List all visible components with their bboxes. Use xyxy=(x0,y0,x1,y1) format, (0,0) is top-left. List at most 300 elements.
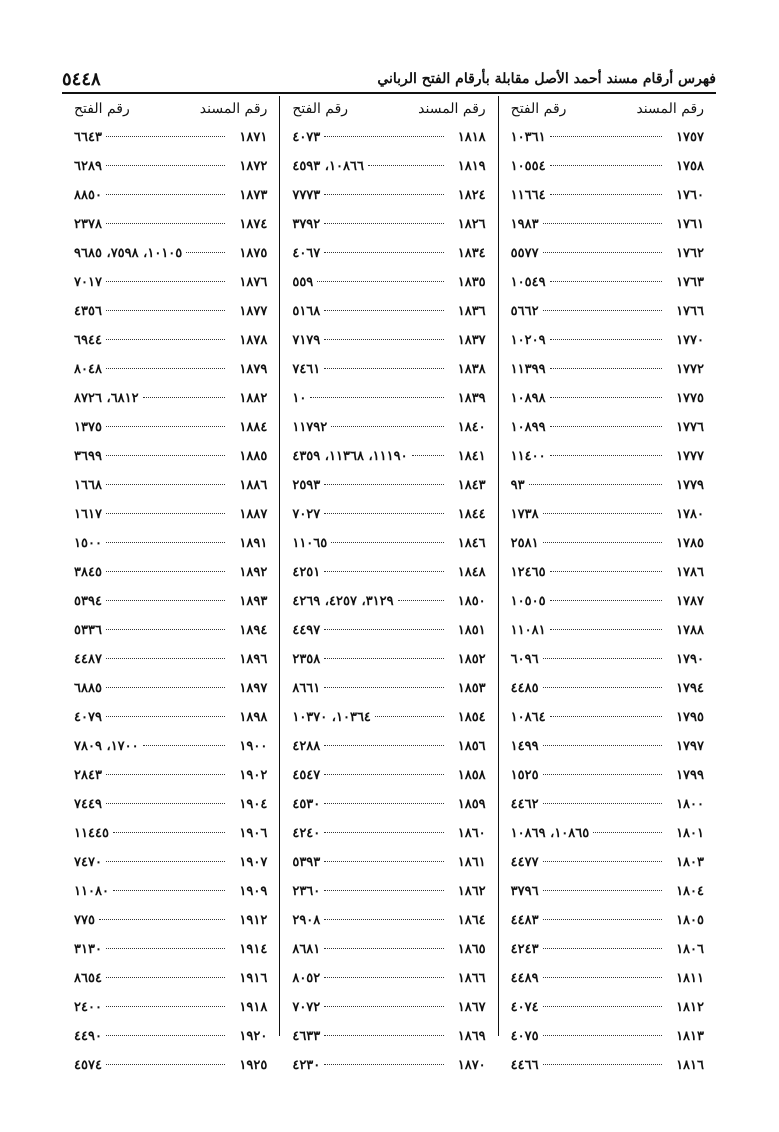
index-row xyxy=(70,449,271,478)
musnad-number: ١٨٧٣ xyxy=(239,188,268,203)
fath-number: ١٥٢٥ xyxy=(510,768,539,783)
fath-number: ٤٤٩٧ xyxy=(292,623,321,638)
index-row xyxy=(288,304,489,333)
fath-number: ٨٠٤٨ xyxy=(74,362,102,377)
fath-number: ٤٤٨٣ xyxy=(510,913,539,928)
index-row xyxy=(507,304,708,333)
musnad-number: ١٨٥٣ xyxy=(457,681,486,696)
leader-dots xyxy=(543,223,662,224)
fath-number: ٦٢٨٩ xyxy=(74,159,102,174)
fath-number: ١٠ xyxy=(292,391,307,406)
musnad-number: ١٨٤٤ xyxy=(457,507,486,522)
fath-number: ١٢٤٦٥ xyxy=(510,565,546,580)
musnad-header: رقم المسند xyxy=(636,101,704,117)
leader-dots xyxy=(106,571,225,572)
leader-dots xyxy=(529,484,662,485)
leader-dots xyxy=(106,368,225,369)
musnad-number: ١٩٠٦ xyxy=(239,826,268,841)
page-title: فهرس أرقام مسند أحمد الأصل مقابلة بأرقام الفتح الرباني xyxy=(377,71,716,87)
leader-dots xyxy=(106,687,225,688)
fath-number: ٧٤٤٩ xyxy=(74,797,102,812)
column-header xyxy=(507,96,708,122)
musnad-number: ١٩١٢ xyxy=(239,913,268,928)
fath-number: ٣٦٩٩ xyxy=(74,449,102,464)
fath-number: ٧٧٥ xyxy=(74,913,95,928)
musnad-number: ١٨٨٧ xyxy=(239,507,268,522)
leader-dots xyxy=(106,1035,225,1036)
leader-dots xyxy=(143,397,226,398)
musnad-number: ١٩٠٢ xyxy=(239,768,268,783)
musnad-number: ١٩٢٠ xyxy=(239,1029,268,1044)
leader-dots xyxy=(99,919,225,920)
fath-number: ١١٣٩٩ xyxy=(510,362,546,377)
leader-dots xyxy=(324,252,443,253)
fath-number: ٢٤٠٠ xyxy=(74,1000,102,1015)
musnad-number: ١٨٥٢ xyxy=(457,652,486,667)
musnad-number: ١٨٨٥ xyxy=(239,449,268,464)
leader-dots xyxy=(324,368,443,369)
index-row xyxy=(288,942,489,971)
leader-dots xyxy=(106,513,225,514)
index-row xyxy=(288,391,489,420)
index-row xyxy=(288,536,489,565)
leader-dots xyxy=(543,687,662,688)
leader-dots xyxy=(106,629,225,630)
index-row xyxy=(507,739,708,768)
index-row xyxy=(70,362,271,391)
fath-number: ٣١٣٠ xyxy=(74,942,102,957)
fath-number: ٢٥٨١ xyxy=(510,536,539,551)
musnad-number: ١٨٧٧ xyxy=(239,304,268,319)
leader-dots xyxy=(106,716,225,717)
musnad-number: ١٨٩٤ xyxy=(239,623,268,638)
leader-dots xyxy=(324,861,443,862)
musnad-number: ١٨٩٦ xyxy=(239,652,268,667)
leader-dots xyxy=(106,165,225,166)
musnad-number: ١٨٥١ xyxy=(457,623,486,638)
leader-dots xyxy=(106,977,225,978)
musnad-number: ١٨٥٦ xyxy=(457,739,486,754)
index-row xyxy=(288,188,489,217)
musnad-number: ١٩١٦ xyxy=(239,971,268,986)
leader-dots xyxy=(324,745,443,746)
musnad-number: ١٨٧٤ xyxy=(239,217,268,232)
musnad-number: ١٨١٣ xyxy=(676,1029,704,1044)
fath-number: ٢٣٦٠ xyxy=(292,884,321,899)
index-row xyxy=(288,884,489,913)
leader-dots xyxy=(543,658,662,659)
fath-number: ٥٣٩٤ xyxy=(74,594,102,609)
musnad-number: ١٧٧٢ xyxy=(676,362,704,377)
index-row xyxy=(70,333,271,362)
index-column-2 xyxy=(279,96,497,1073)
musnad-number: ١٧٩٤ xyxy=(676,681,704,696)
index-row xyxy=(70,391,271,420)
musnad-number: ١٨٥٩ xyxy=(457,797,486,812)
index-row xyxy=(288,478,489,507)
index-row xyxy=(70,420,271,449)
fath-number: ١٠٨٦٥، ١٠٨٦٩ xyxy=(510,826,590,841)
index-row xyxy=(507,1058,708,1087)
leader-dots xyxy=(550,281,662,282)
index-row xyxy=(507,623,708,652)
leader-dots xyxy=(543,745,662,746)
fath-number: ٩٣ xyxy=(510,478,525,493)
leader-dots xyxy=(324,629,443,630)
index-row xyxy=(70,681,271,710)
fath-number: ٥٦٦٢ xyxy=(510,304,539,319)
index-row xyxy=(70,1000,271,1029)
fath-number: ٤٢٨٨ xyxy=(292,739,321,754)
leader-dots xyxy=(331,542,443,543)
leader-dots xyxy=(550,397,662,398)
index-row xyxy=(288,333,489,362)
index-row xyxy=(507,449,708,478)
fath-number: ٨٦٥٤ xyxy=(74,971,102,986)
leader-dots xyxy=(543,1006,662,1007)
leader-dots xyxy=(543,310,662,311)
fath-number: ١١٤٠٠ xyxy=(510,449,546,464)
leader-dots xyxy=(324,571,443,572)
index-row xyxy=(288,768,489,797)
index-row xyxy=(70,217,271,246)
fath-number: ٤٣٥٦ xyxy=(74,304,102,319)
index-row xyxy=(70,855,271,884)
index-row xyxy=(70,275,271,304)
fath-number: ٥٣٣٦ xyxy=(74,623,102,638)
musnad-number: ١٧٧٧ xyxy=(676,449,704,464)
leader-dots xyxy=(186,252,225,253)
leader-dots xyxy=(106,600,225,601)
musnad-number: ١٧٨٧ xyxy=(676,594,704,609)
musnad-number: ١٨٨٤ xyxy=(239,420,268,435)
index-row xyxy=(507,1000,708,1029)
musnad-number: ١٧٨٥ xyxy=(676,536,704,551)
index-row xyxy=(507,942,708,971)
fath-number: ١٣٧٥ xyxy=(74,420,102,435)
index-row xyxy=(288,159,489,188)
index-row xyxy=(70,652,271,681)
fath-number: ١٠١٠٥، ٧٥٩٨، ٩٦٨٥ xyxy=(74,246,183,261)
musnad-number: ١٨٠٣ xyxy=(676,855,704,870)
leader-dots xyxy=(368,165,444,166)
index-row xyxy=(507,710,708,739)
musnad-number: ١٨٦٦ xyxy=(457,971,486,986)
leader-dots xyxy=(106,803,225,804)
fath-number: ٦٨١٢، ٨٧٢٦ xyxy=(74,391,139,406)
index-row xyxy=(507,478,708,507)
fath-number: ١١٠٨١ xyxy=(510,623,546,638)
musnad-number: ١٧٩٩ xyxy=(676,768,704,783)
leader-dots xyxy=(324,310,443,311)
index-row xyxy=(70,130,271,159)
musnad-number: ١٧٦٦ xyxy=(676,304,704,319)
index-row xyxy=(70,1029,271,1058)
fath-number: ٤٦٣٣ xyxy=(292,1029,321,1044)
musnad-number: ١٧٧٠ xyxy=(676,333,704,348)
musnad-number: ١٨٥٨ xyxy=(457,768,486,783)
fath-number: ٢٣٧٨ xyxy=(74,217,102,232)
leader-dots xyxy=(106,310,225,311)
index-column-1 xyxy=(498,96,716,1073)
index-row xyxy=(70,536,271,565)
fath-number: ٣٧٩٢ xyxy=(292,217,321,232)
musnad-number: ١٨٩٧ xyxy=(239,681,268,696)
musnad-number: ١٧٥٧ xyxy=(676,130,704,145)
leader-dots xyxy=(375,716,444,717)
fath-number: ٨٦٨١ xyxy=(292,942,321,957)
fath-number: ٤٤٦٦ xyxy=(510,1058,539,1073)
index-columns xyxy=(62,96,716,1073)
index-row xyxy=(507,565,708,594)
musnad-number: ١٨١٢ xyxy=(676,1000,704,1015)
index-row xyxy=(288,681,489,710)
index-row xyxy=(70,507,271,536)
fath-number: ٢٥٩٣ xyxy=(292,478,321,493)
leader-dots xyxy=(412,455,444,456)
leader-dots xyxy=(324,919,443,920)
leader-dots xyxy=(543,977,662,978)
fath-number: ٣٨٤٥ xyxy=(74,565,102,580)
index-column-3 xyxy=(62,96,279,1073)
musnad-header: رقم المسند xyxy=(199,101,268,117)
fath-number: ٨٠٥٢ xyxy=(292,971,321,986)
fath-number: ٤٢٥١ xyxy=(292,565,321,580)
column-rows xyxy=(70,130,271,1087)
musnad-number: ١٨٣٩ xyxy=(457,391,486,406)
index-row xyxy=(507,536,708,565)
fath-number: ١٠٣٦٤، ١٠٣٧٠ xyxy=(292,710,371,725)
musnad-number: ١٨٨٢ xyxy=(239,391,268,406)
index-row xyxy=(288,739,489,768)
index-row xyxy=(70,739,271,768)
musnad-number: ١٨١٩ xyxy=(457,159,486,174)
musnad-number: ١٧٧٥ xyxy=(676,391,704,406)
fath-number: ٤٤٨٩ xyxy=(510,971,539,986)
index-row xyxy=(288,971,489,1000)
musnad-number: ١٧٩٧ xyxy=(676,739,704,754)
fath-number: ٥٥٧٧ xyxy=(510,246,539,261)
page-number: ٥٤٤٨ xyxy=(62,68,101,90)
fath-number: ٤٢٣٠ xyxy=(292,1058,321,1073)
index-row xyxy=(507,130,708,159)
index-row xyxy=(288,565,489,594)
fath-number: ٤٤٦٢ xyxy=(510,797,539,812)
musnad-number: ١٨٥٠ xyxy=(457,594,486,609)
musnad-header: رقم المسند xyxy=(418,101,486,117)
musnad-number: ١٨٧٠ xyxy=(457,1058,486,1073)
musnad-number: ١٨٤١ xyxy=(457,449,486,464)
index-row xyxy=(288,275,489,304)
leader-dots xyxy=(106,136,225,137)
leader-dots xyxy=(106,484,225,485)
musnad-number: ١٨٧٩ xyxy=(239,362,268,377)
fath-number: ٤٠٧٩ xyxy=(74,710,102,725)
fath-number: ٧٧٧٣ xyxy=(292,188,321,203)
index-row xyxy=(507,913,708,942)
musnad-number: ١٨٣٨ xyxy=(457,362,486,377)
musnad-number: ١٨٩٨ xyxy=(239,710,268,725)
page-header xyxy=(62,66,716,94)
musnad-number: ١٩٠٤ xyxy=(239,797,268,812)
fath-number: ٤٥٣٠ xyxy=(292,797,321,812)
musnad-number: ١٨٤٨ xyxy=(457,565,486,580)
leader-dots xyxy=(310,397,443,398)
fath-number: ٤٢٤٠ xyxy=(292,826,321,841)
index-row xyxy=(507,768,708,797)
index-row xyxy=(288,623,489,652)
leader-dots xyxy=(317,281,443,282)
musnad-number: ١٨٠١ xyxy=(676,826,704,841)
musnad-number: ١٧٦٢ xyxy=(676,246,704,261)
index-row xyxy=(288,1029,489,1058)
index-row xyxy=(507,1029,708,1058)
leader-dots xyxy=(324,1006,443,1007)
leader-dots xyxy=(324,890,443,891)
fath-header: رقم الفتح xyxy=(510,101,567,117)
leader-dots xyxy=(550,136,662,137)
musnad-number: ١٨١١ xyxy=(676,971,704,986)
index-row xyxy=(507,333,708,362)
musnad-number: ١٩٠٠ xyxy=(239,739,268,754)
leader-dots xyxy=(324,1064,443,1065)
leader-dots xyxy=(106,223,225,224)
fath-number: ٥٥٩ xyxy=(292,275,314,290)
leader-dots xyxy=(324,803,443,804)
leader-dots xyxy=(324,339,443,340)
fath-number: ١٧٣٨ xyxy=(510,507,539,522)
fath-number: ٤٤٩٠ xyxy=(74,1029,102,1044)
musnad-number: ١٨٦٤ xyxy=(457,913,486,928)
leader-dots xyxy=(550,716,662,717)
musnad-number: ١٨٦٥ xyxy=(457,942,486,957)
musnad-number: ١٨٠٠ xyxy=(676,797,704,812)
musnad-number: ١٨٠٦ xyxy=(676,942,704,957)
leader-dots xyxy=(550,339,662,340)
musnad-number: ١٨١٦ xyxy=(676,1058,704,1073)
fath-number: ٨٦٦١ xyxy=(292,681,321,696)
musnad-number: ١٨٩٢ xyxy=(239,565,268,580)
fath-number: ١٥٠٠ xyxy=(74,536,102,551)
column-rows xyxy=(507,130,708,1087)
fath-number: ١١٤٤٥ xyxy=(74,826,109,841)
index-row xyxy=(70,942,271,971)
index-row xyxy=(507,217,708,246)
leader-dots xyxy=(550,629,662,630)
leader-dots xyxy=(543,803,662,804)
leader-dots xyxy=(543,890,662,891)
index-row xyxy=(70,913,271,942)
index-row xyxy=(288,449,489,478)
index-row xyxy=(70,826,271,855)
fath-number: ٤٤٨٧ xyxy=(74,652,102,667)
leader-dots xyxy=(143,745,226,746)
musnad-number: ١٨٤٦ xyxy=(457,536,486,551)
index-row xyxy=(70,159,271,188)
leader-dots xyxy=(550,368,662,369)
leader-dots xyxy=(543,252,662,253)
fath-number: ١١٧٩٢ xyxy=(292,420,328,435)
leader-dots xyxy=(593,832,662,833)
fath-number: ٤٥٧٤ xyxy=(74,1058,102,1073)
leader-dots xyxy=(398,600,444,601)
musnad-number: ١٨٣٦ xyxy=(457,304,486,319)
leader-dots xyxy=(543,948,662,949)
musnad-number: ١٧٥٨ xyxy=(676,159,704,174)
fath-number: ٦٩٤٤ xyxy=(74,333,102,348)
index-row xyxy=(507,246,708,275)
musnad-number: ١٨٠٥ xyxy=(676,913,704,928)
musnad-number: ١٨٣٧ xyxy=(457,333,486,348)
fath-number: ٤٤٧٧ xyxy=(510,855,539,870)
leader-dots xyxy=(543,513,662,514)
leader-dots xyxy=(543,919,662,920)
leader-dots xyxy=(106,774,225,775)
musnad-number: ١٨٦٢ xyxy=(457,884,486,899)
fath-number: ٦٨٨٥ xyxy=(74,681,102,696)
leader-dots xyxy=(106,542,225,543)
fath-number: ١٠٢٠٩ xyxy=(510,333,546,348)
leader-dots xyxy=(324,977,443,978)
leader-dots xyxy=(324,832,443,833)
fath-number: ٧٠١٧ xyxy=(74,275,102,290)
index-row xyxy=(507,594,708,623)
leader-dots xyxy=(106,426,225,427)
fath-number: ٤٠٧٥ xyxy=(510,1029,539,1044)
index-row xyxy=(288,652,489,681)
leader-dots xyxy=(324,194,443,195)
leader-dots xyxy=(106,658,225,659)
musnad-number: ١٧٨٨ xyxy=(676,623,704,638)
index-row xyxy=(70,478,271,507)
musnad-number: ١٨٨٦ xyxy=(239,478,268,493)
musnad-number: ١٨٢٤ xyxy=(457,188,486,203)
leader-dots xyxy=(106,948,225,949)
leader-dots xyxy=(550,194,662,195)
index-row xyxy=(507,797,708,826)
musnad-number: ١٨٦٠ xyxy=(457,826,486,841)
index-row xyxy=(507,681,708,710)
leader-dots xyxy=(550,571,662,572)
musnad-number: ١٧٦٠ xyxy=(676,188,704,203)
musnad-number: ١٧٨٠ xyxy=(676,507,704,522)
fath-number: ٤٠٦٧ xyxy=(292,246,321,261)
leader-dots xyxy=(113,890,225,891)
leader-dots xyxy=(106,455,225,456)
musnad-number: ١٩٠٩ xyxy=(239,884,268,899)
musnad-number: ١٨٧٢ xyxy=(239,159,268,174)
leader-dots xyxy=(324,948,443,949)
fath-number: ٧٠٧٢ xyxy=(292,1000,321,1015)
index-row xyxy=(288,710,489,739)
musnad-number: ١٨٦٩ xyxy=(457,1029,486,1044)
leader-dots xyxy=(106,194,225,195)
leader-dots xyxy=(543,774,662,775)
fath-number: ١٤٩٩ xyxy=(510,739,539,754)
fath-number: ٦٠٩٦ xyxy=(510,652,539,667)
leader-dots xyxy=(324,484,443,485)
fath-number: ١١٠٨٠ xyxy=(74,884,109,899)
musnad-number: ١٨٧٨ xyxy=(239,333,268,348)
musnad-number: ١٨٧٦ xyxy=(239,275,268,290)
fath-number: ١٦٦٨ xyxy=(74,478,102,493)
fath-number: ٧١٧٩ xyxy=(292,333,321,348)
index-row xyxy=(288,246,489,275)
index-row xyxy=(288,913,489,942)
index-row xyxy=(70,594,271,623)
musnad-number: ١٨١٨ xyxy=(457,130,486,145)
index-row xyxy=(507,188,708,217)
